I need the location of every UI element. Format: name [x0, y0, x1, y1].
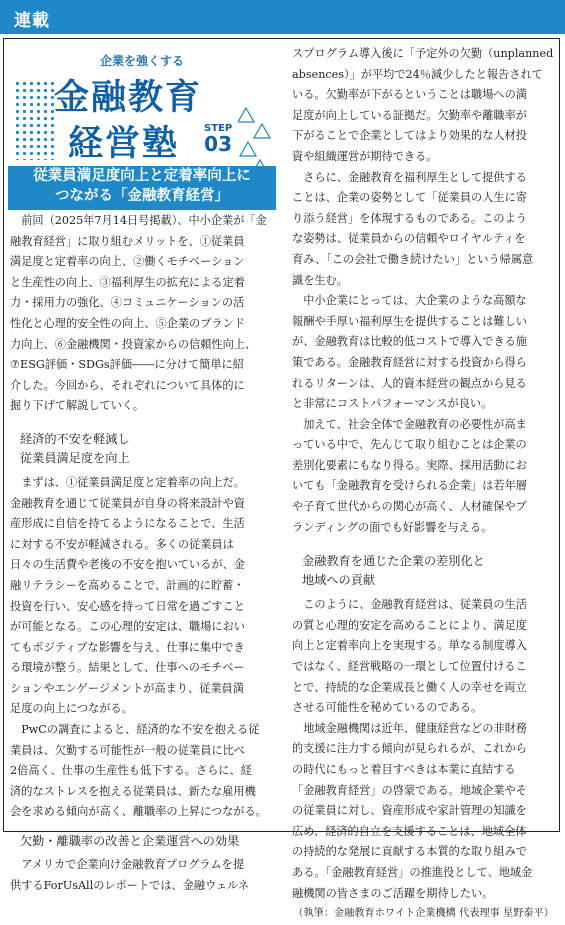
body-paragraph [292, 291, 554, 415]
text-line: PwCの調査によると、経済的な不安を抱える従 [21, 723, 260, 737]
text-line: 満足度と定着率の向上、②働くモチベーション [10, 255, 245, 269]
text-line: ⑦ESG評価・SDGs評価――に分けて簡単に紹 [10, 358, 244, 372]
text-line: 下がることで企業としてはより効果的な人材投 [292, 129, 527, 143]
banner-title-line2: 経営塾 [68, 124, 180, 164]
text-line: 差別化要素にもなり得る。実際、採用活動にお [292, 458, 527, 472]
right-column [292, 44, 554, 925]
body-paragraph [10, 473, 272, 720]
text-line: ある。「金融教育経営」の推進役として、地域金 [292, 865, 533, 879]
body-paragraph [292, 44, 554, 168]
text-line: 金融教育を通じて従業員が自身の将来設計や資 [10, 496, 245, 510]
headline-line: つながる「金融教育経営」 [55, 188, 229, 204]
intro-paragraph [10, 211, 272, 417]
text-line: 業員は、欠勤する可能性が一般の従業員に比べ [10, 743, 245, 757]
text-line: が、金融教育は比較的低コストで導入できる施 [292, 335, 527, 349]
step-label: STEP [204, 123, 233, 134]
body-paragraph [10, 855, 272, 896]
text-line: ことは、企業の姿勢として「従業員の人生に寄 [292, 191, 527, 205]
text-line: な姿勢は、従業員からの信頼やロイヤルティを [292, 232, 526, 246]
text-line: このように、金融教育経営は、従業員の生活 [303, 598, 527, 612]
text-line: 産形成に自信を持てるようになることで、生活 [10, 517, 245, 531]
section-heading-2: 欠勤・離職率の改善と企業運営への効果 [20, 834, 240, 849]
text-line: る環境が整う。結果として、仕事へのモチベー [10, 661, 245, 675]
text-line: 的支援に注力する傾向が見られるが、これから [292, 742, 527, 756]
dot-pattern-decoration [14, 80, 54, 160]
text-line: させる可能性を秘めているのである。 [292, 701, 483, 715]
section-heading-1 [10, 430, 272, 468]
text-line: 広め、経済的自立を支援することは、地域全体 [292, 824, 527, 838]
text-line: の時代にもっと着目すべきは本業に直結する [292, 763, 516, 776]
step-badge [204, 124, 232, 154]
heading-line: 金融教育を通じた企業の差別化と [302, 554, 485, 569]
body-paragraph [292, 415, 554, 539]
text-line: 向上と定着率向上を実現する。単なる制度導入 [292, 639, 527, 653]
body-paragraph [292, 719, 554, 904]
text-line: 「金融教育経営」の啓蒙である。地域企業やそ [292, 783, 527, 797]
text-line: 前回（2025年7月14日号掲載）、中小企業が「金 [21, 214, 267, 227]
text-line: ションやエンゲージメントが高まり、従業員満 [10, 681, 244, 695]
text-line: とで、持続的な企業成長と働く人の幸せを両立 [292, 680, 527, 694]
banner-title-line1: 金融教育 [54, 78, 203, 118]
text-line: 2倍高く、仕事の生産性も低下する。さらに、経 [10, 764, 252, 778]
text-line: っている中で、先んじて取り組むことは企業の [292, 438, 527, 452]
text-line: 介した。今回から、それぞれについて具体的に [10, 378, 245, 392]
article-headline [8, 166, 276, 210]
text-line: 力・採用力の強化、④コミュニケーションの活 [10, 296, 245, 310]
text-line: アメリカで企業向け金融教育プログラムを提 [21, 858, 245, 872]
text-line: 性化と心理的安全性の向上、⑤企業のブランド [10, 316, 245, 330]
step-number: 03 [204, 132, 233, 156]
text-line: てもポジティブな影響を与え、仕事に集中でき [10, 640, 245, 654]
body-paragraph [292, 595, 554, 719]
text-line: が可能となる。この心理的安定は、職場におい [10, 620, 245, 634]
left-column [10, 211, 272, 896]
text-line: 足度の向上につながる。 [10, 702, 133, 716]
text-line: 資や組織運営が期待できる。 [292, 149, 438, 163]
text-line: れるリターンは、人的資本経営の観点から見る [292, 376, 527, 390]
text-line: と生産性の向上、③福利厚生の拡充による定着 [10, 275, 245, 289]
text-line: や子育て世代からの関心が高く、人材確保やブ [292, 500, 527, 514]
heading-line: 地域への貢献 [302, 573, 376, 588]
text-line: 融機関の皆さまのご活躍を期待したい。 [292, 886, 494, 900]
text-line: 地域金融機関は近年、健康経営などの非財務 [303, 721, 527, 735]
text-line: 会を求める傾向が高く、離職率の上昇につながる。 [10, 805, 267, 819]
section-heading-3 [292, 552, 554, 590]
heading-line: 従業員満足度を向上 [20, 450, 130, 465]
text-line: の質と心理的安定を高めることにより、満足度 [292, 618, 527, 632]
text-line: まずは、①従業員満足度と定着率の向上だ。 [21, 475, 245, 489]
text-line: り添う経営」を体現するものである。このよう [292, 211, 527, 225]
series-label: 連載 [14, 11, 50, 31]
text-line: の持続的な発展に貢献する本質的な取り組みで [292, 845, 527, 859]
text-line: 掘り下げて解説していく。 [10, 399, 145, 413]
text-line: ではなく、経営戦略の一環として位置付けるこ [292, 660, 527, 674]
text-line: 融リテラシーを高めることで、計画的に貯蓄・ [10, 578, 245, 592]
text-line: 加えて、社会全体で金融教育の必要性が高ま [303, 417, 527, 431]
text-line: いる。欠勤率が下がるということは職場への満 [292, 88, 527, 102]
author-credit: （執筆：金融教育ホワイト企業機構 代表理事 星野泰平） [293, 908, 554, 920]
text-line: 融教育経営」に取り組むメリットを、①従業員 [10, 234, 245, 248]
text-line: の従業員に対し、資産形成や家計管理の知識を [292, 804, 527, 818]
text-line: に対する不安が軽減される。多くの従業員は [10, 537, 234, 551]
text-line: 中小企業にとっては、大企業のような高額な [303, 294, 527, 308]
text-line: 日々の生活費や老後の不安を抱いているが、金 [10, 558, 245, 572]
text-line: 力向上、⑥金融機関・投資家からの信頼性向上、 [10, 337, 257, 351]
text-line: absences）」が平均で24％減少したと報告されて [292, 67, 543, 81]
text-line: 済的なストレスを抱える従業員は、新たな雇用機 [10, 784, 256, 798]
text-line: 足度が向上している証拠だ。欠勤率や離職率が [292, 108, 527, 122]
text-line: 識を生む。 [292, 273, 348, 287]
body-paragraph [10, 720, 272, 823]
text-line: 策である。金融教育経営に対する投資から得ら [292, 355, 527, 369]
body-paragraph [292, 168, 554, 292]
text-line: ランディングの面でも好影響を与える。 [292, 520, 493, 534]
text-line: 投資を行い、安心感を持って日常を過ごすこと [10, 599, 245, 613]
text-line: 育み、「この会社で働き続けたい」という帰属意 [292, 252, 534, 266]
banner-subtitle: 企業を強くする [99, 54, 184, 68]
heading-line: 経済的不安を軽減し [20, 431, 130, 446]
text-line: いても「金融教育を受けられる企業」は若年層 [292, 479, 527, 493]
text-line: と非常にコストパフォーマンスが良い。 [292, 397, 493, 411]
text-line: 供するForUsAllのレポートでは、金融ウェルネ [10, 878, 250, 892]
headline-line: 従業員満足度向上と定着率向上に [33, 168, 251, 184]
text-line: さらに、金融教育を福利厚生として提供する [303, 170, 527, 184]
series-header-bar [0, 0, 565, 34]
text-line: 報酬や手厚い福利厚生を提供することは難しい [292, 314, 527, 328]
text-line: スプログラム導入後に「予定外の欠勤（unplanned [292, 47, 554, 60]
